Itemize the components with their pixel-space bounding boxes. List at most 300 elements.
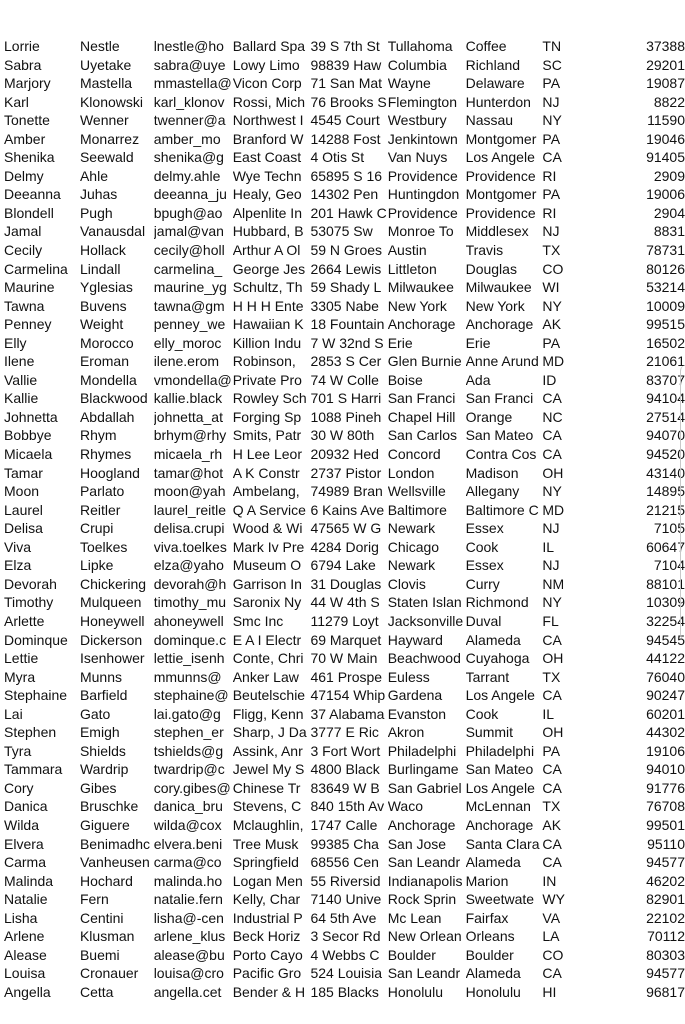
zip-cell[interactable]: 78731	[646, 242, 685, 259]
first-name-cell[interactable]: Lai	[4, 705, 23, 722]
city-cell[interactable]: San Carlos	[387, 427, 457, 444]
address-cell[interactable]: 4545 Court	[310, 112, 380, 129]
first-name-cell[interactable]: Moon	[4, 483, 40, 500]
zip-cell[interactable]: 11590	[647, 112, 685, 129]
address-cell[interactable]: 59 N Groes	[310, 242, 383, 259]
first-name-cell[interactable]: Lisha	[4, 909, 38, 926]
email-cell[interactable]: dominque.c	[153, 631, 227, 648]
address-cell[interactable]: 6794 Lake	[310, 557, 376, 574]
county-cell[interactable]: Curry	[465, 575, 500, 592]
last-name-cell[interactable]: Weight	[79, 316, 124, 333]
city-cell[interactable]: Jenkintown	[387, 130, 458, 147]
email-cell[interactable]: sabra@uye	[153, 56, 226, 73]
company-cell[interactable]: Fligg, Kenn	[232, 705, 304, 722]
city-cell[interactable]: Anchorage	[387, 316, 456, 333]
state-cell[interactable]: NJ	[542, 520, 560, 537]
email-cell[interactable]: carmelina_	[153, 260, 223, 277]
city-cell[interactable]: Baltimore	[387, 501, 447, 518]
county-cell[interactable]: New York	[465, 297, 525, 314]
email-cell[interactable]: devorah@h	[153, 575, 227, 592]
address-cell[interactable]: 74989 Bran	[310, 483, 383, 500]
last-name-cell[interactable]: Giguere	[79, 816, 130, 833]
zip-cell[interactable]: 83707	[646, 371, 685, 388]
county-cell[interactable]: Tarrant	[465, 668, 510, 685]
county-cell[interactable]: Cook	[465, 705, 499, 722]
first-name-cell[interactable]: Delisa	[4, 520, 43, 537]
company-cell[interactable]: Smits, Patr	[232, 427, 302, 444]
email-cell[interactable]: amber_mo	[153, 130, 221, 147]
last-name-cell[interactable]: Lindall	[79, 260, 121, 277]
state-cell[interactable]: NJ	[542, 557, 560, 574]
last-name-cell[interactable]: Honeywell	[79, 612, 145, 629]
first-name-cell[interactable]: Shenika	[4, 149, 55, 166]
last-name-cell[interactable]: Gibes	[79, 779, 117, 796]
city-cell[interactable]: Mc Lean	[387, 909, 442, 926]
first-name-cell[interactable]: Alease	[4, 946, 47, 963]
email-cell[interactable]: tamar@hot	[153, 464, 224, 481]
last-name-cell[interactable]: Yglesias	[79, 279, 133, 296]
first-name-cell[interactable]: Karl	[4, 93, 29, 110]
state-cell[interactable]: MD	[542, 501, 565, 518]
state-cell[interactable]: PA	[542, 186, 561, 203]
state-cell[interactable]: MD	[542, 353, 565, 370]
company-cell[interactable]: Rossi, Mich	[232, 93, 306, 110]
last-name-cell[interactable]: Mastella	[79, 75, 133, 92]
address-cell[interactable]: 30 W 80th	[310, 427, 375, 444]
first-name-cell[interactable]: Malinda	[4, 872, 54, 889]
city-cell[interactable]: Indianapolis	[387, 872, 463, 889]
email-cell[interactable]: elly_moroc	[153, 334, 222, 351]
email-cell[interactable]: angella.cet	[153, 983, 222, 1000]
company-cell[interactable]: Lowy Limo	[232, 56, 300, 73]
first-name-cell[interactable]: Sabra	[4, 56, 42, 73]
zip-cell[interactable]: 29201	[646, 56, 685, 73]
county-cell[interactable]: Cuyahoga	[465, 650, 530, 667]
zip-cell[interactable]: 43140	[646, 464, 685, 481]
state-cell[interactable]: CA	[542, 835, 562, 852]
county-cell[interactable]: Douglas	[465, 260, 517, 277]
last-name-cell[interactable]: Wenner	[79, 112, 129, 129]
state-cell[interactable]: IL	[542, 538, 555, 555]
last-name-cell[interactable]: Cronauer	[79, 965, 139, 982]
first-name-cell[interactable]: Jamal	[4, 223, 42, 240]
first-name-cell[interactable]: Johnetta	[4, 408, 58, 425]
state-cell[interactable]: ID	[542, 371, 557, 388]
address-cell[interactable]: 7140 Unive	[310, 891, 382, 908]
company-cell[interactable]: Chinese Tr	[232, 779, 301, 796]
last-name-cell[interactable]: Shields	[79, 742, 126, 759]
company-cell[interactable]: Beutelschie	[232, 687, 306, 704]
zip-cell[interactable]: 76708	[646, 798, 685, 815]
county-cell[interactable]: Anchorage	[465, 316, 534, 333]
city-cell[interactable]: Waco	[387, 798, 423, 815]
county-cell[interactable]: Orleans	[465, 928, 515, 945]
address-cell[interactable]: 98839 Haw	[310, 56, 382, 73]
first-name-cell[interactable]: Wilda	[4, 816, 40, 833]
state-cell[interactable]: TX	[542, 242, 561, 259]
company-cell[interactable]: A K Constr	[232, 464, 300, 481]
zip-cell[interactable]: 80126	[646, 260, 685, 277]
last-name-cell[interactable]: Fern	[79, 891, 109, 908]
last-name-cell[interactable]: Benimadhc	[79, 835, 150, 852]
city-cell[interactable]: Westbury	[387, 112, 447, 129]
email-cell[interactable]: twenner@a	[153, 112, 226, 129]
state-cell[interactable]: IN	[542, 872, 557, 889]
email-cell[interactable]: lnestle@ho	[153, 38, 224, 54]
city-cell[interactable]: San Gabriel	[387, 779, 462, 796]
city-cell[interactable]: Jacksonville	[387, 612, 464, 629]
county-cell[interactable]: McLennan	[465, 798, 531, 815]
state-cell[interactable]: WI	[542, 279, 560, 296]
county-cell[interactable]: Madison	[465, 464, 519, 481]
last-name-cell[interactable]: Eroman	[79, 353, 129, 370]
first-name-cell[interactable]: Stephaine	[4, 687, 68, 704]
county-cell[interactable]: Essex	[465, 557, 504, 574]
company-cell[interactable]: Private Pro	[232, 371, 302, 388]
first-name-cell[interactable]: Devorah	[4, 575, 57, 592]
email-cell[interactable]: penney_we	[153, 316, 226, 333]
email-cell[interactable]: louisa@cro	[153, 965, 224, 982]
address-cell[interactable]: 3 Secor Rd	[310, 928, 381, 945]
county-cell[interactable]: Middlesex	[465, 223, 529, 240]
address-cell[interactable]: 14288 Fost	[310, 130, 381, 147]
last-name-cell[interactable]: Chickering	[79, 575, 147, 592]
address-cell[interactable]: 65895 S 16	[310, 167, 383, 184]
zip-cell[interactable]: 21061	[646, 353, 685, 370]
company-cell[interactable]: Killion Indu	[232, 334, 302, 351]
address-cell[interactable]: 83649 W B	[310, 779, 380, 796]
zip-cell[interactable]: 19046	[646, 130, 685, 147]
first-name-cell[interactable]: Carmelina	[4, 260, 68, 277]
zip-cell[interactable]: 2909	[653, 167, 685, 184]
city-cell[interactable]: Wayne	[387, 75, 431, 92]
address-cell[interactable]: 4284 Dorig	[310, 538, 379, 555]
address-cell[interactable]: 99385 Cha	[310, 835, 379, 852]
address-cell[interactable]: 4 Otis St	[310, 149, 365, 166]
county-cell[interactable]: Boulder	[465, 946, 514, 963]
address-cell[interactable]: 201 Hawk C	[310, 204, 387, 221]
state-cell[interactable]: CA	[542, 687, 562, 704]
zip-cell[interactable]: 53214	[646, 279, 685, 296]
last-name-cell[interactable]: Mulqueen	[79, 594, 142, 611]
state-cell[interactable]: CA	[542, 854, 562, 871]
zip-cell[interactable]: 96817	[646, 983, 685, 1000]
last-name-cell[interactable]: Nestle	[79, 38, 120, 54]
zip-cell[interactable]: 94545	[646, 631, 685, 648]
email-cell[interactable]: bpugh@ao	[153, 204, 223, 221]
email-cell[interactable]: maurine_yg	[153, 279, 227, 296]
zip-cell[interactable]: 19087	[646, 75, 685, 92]
company-cell[interactable]: Mark Iv Pre	[232, 538, 305, 555]
state-cell[interactable]: NY	[542, 112, 562, 129]
email-cell[interactable]: ilene.erom	[153, 353, 220, 370]
last-name-cell[interactable]: Isenhower	[79, 650, 145, 667]
county-cell[interactable]: Honolulu	[465, 983, 521, 1000]
state-cell[interactable]: CA	[542, 149, 562, 166]
address-cell[interactable]: 3777 E Ric	[310, 724, 379, 741]
company-cell[interactable]: Industrial P	[232, 909, 303, 926]
zip-cell[interactable]: 94070	[646, 427, 685, 444]
city-cell[interactable]: Burlingame	[387, 761, 459, 778]
last-name-cell[interactable]: Gato	[79, 705, 111, 722]
last-name-cell[interactable]: Hoogland	[79, 464, 140, 481]
zip-cell[interactable]: 10009	[646, 297, 685, 314]
county-cell[interactable]: Nassau	[465, 112, 514, 129]
zip-cell[interactable]: 60201	[646, 705, 685, 722]
email-cell[interactable]: mmunns@	[153, 668, 222, 685]
company-cell[interactable]: Rowley Sch	[232, 390, 307, 407]
address-cell[interactable]: 14302 Pen	[310, 186, 379, 203]
city-cell[interactable]: Concord	[387, 446, 441, 463]
last-name-cell[interactable]: Barfield	[79, 687, 128, 704]
email-cell[interactable]: natalie.fern	[153, 891, 223, 908]
company-cell[interactable]: Anker Law	[232, 668, 299, 685]
email-cell[interactable]: moon@yah	[153, 483, 226, 500]
email-cell[interactable]: timothy_mu	[153, 594, 227, 611]
zip-cell[interactable]: 7104	[653, 557, 685, 574]
city-cell[interactable]: Gardena	[387, 687, 443, 704]
county-cell[interactable]: Alameda	[465, 854, 521, 871]
state-cell[interactable]: NY	[542, 297, 562, 314]
address-cell[interactable]: 3 Fort Wort	[310, 742, 381, 759]
zip-cell[interactable]: 94520	[646, 446, 685, 463]
first-name-cell[interactable]: Tyra	[4, 742, 32, 759]
last-name-cell[interactable]: Toelkes	[79, 538, 128, 555]
company-cell[interactable]: E A I Electr	[232, 631, 302, 648]
city-cell[interactable]: Rock Sprin	[387, 891, 457, 908]
company-cell[interactable]: Tree Musk	[232, 835, 299, 852]
last-name-cell[interactable]: Bruschke	[79, 798, 139, 815]
zip-cell[interactable]: 82901	[646, 891, 685, 908]
zip-cell[interactable]: 90247	[646, 687, 685, 704]
first-name-cell[interactable]: Tawna	[4, 297, 45, 314]
zip-cell[interactable]: 19106	[646, 742, 685, 759]
company-cell[interactable]: Q A Service	[232, 501, 306, 518]
address-cell[interactable]: 55 Riversid	[310, 872, 381, 889]
city-cell[interactable]: Newark	[387, 520, 436, 537]
state-cell[interactable]: NC	[542, 408, 563, 425]
state-cell[interactable]: CA	[542, 390, 562, 407]
city-cell[interactable]: Evanston	[387, 705, 447, 722]
first-name-cell[interactable]: Laurel	[4, 501, 43, 518]
city-cell[interactable]: Van Nuys	[387, 149, 448, 166]
zip-cell[interactable]: 94577	[646, 965, 685, 982]
city-cell[interactable]: New York	[387, 297, 447, 314]
email-cell[interactable]: alease@bu	[153, 946, 225, 963]
county-cell[interactable]: Los Angele	[465, 687, 535, 704]
city-cell[interactable]: Flemington	[387, 93, 457, 110]
first-name-cell[interactable]: Carma	[4, 854, 47, 871]
county-cell[interactable]: Milwaukee	[465, 279, 532, 296]
address-cell[interactable]: 47565 W G	[310, 520, 382, 537]
company-cell[interactable]: Schultz, Th	[232, 279, 303, 296]
first-name-cell[interactable]: Elly	[4, 334, 27, 351]
state-cell[interactable]: IL	[542, 705, 555, 722]
county-cell[interactable]: Fairfax	[465, 909, 509, 926]
email-cell[interactable]: cory.gibes@	[153, 779, 231, 796]
email-cell[interactable]: vmondella@	[153, 371, 232, 388]
company-cell[interactable]: Mclaughlin,	[232, 816, 304, 833]
county-cell[interactable]: Anne Arund	[465, 353, 539, 370]
last-name-cell[interactable]: Rhymes	[79, 446, 132, 463]
address-cell[interactable]: 1088 Pineh	[310, 408, 382, 425]
email-cell[interactable]: elvera.beni	[153, 835, 223, 852]
county-cell[interactable]: Cook	[465, 538, 499, 555]
first-name-cell[interactable]: Marjory	[4, 75, 51, 92]
last-name-cell[interactable]: Munns	[79, 668, 122, 685]
last-name-cell[interactable]: Seewald	[79, 149, 134, 166]
county-cell[interactable]: Richland	[465, 56, 521, 73]
address-cell[interactable]: 18 Fountain	[310, 316, 385, 333]
address-cell[interactable]: 70 W Main	[310, 650, 378, 667]
address-cell[interactable]: 71 San Mat	[310, 75, 383, 92]
address-cell[interactable]: 20932 Hed	[310, 446, 379, 463]
last-name-cell[interactable]: Mondella	[79, 371, 137, 388]
address-cell[interactable]: 461 Prospe	[310, 668, 383, 685]
last-name-cell[interactable]: Wardrip	[79, 761, 129, 778]
company-cell[interactable]: Beck Horiz	[232, 928, 301, 945]
company-cell[interactable]: Arthur A Ol	[232, 242, 301, 259]
state-cell[interactable]: NJ	[542, 93, 560, 110]
state-cell[interactable]: OH	[542, 724, 564, 741]
email-cell[interactable]: twardrip@c	[153, 761, 225, 778]
county-cell[interactable]: Duval	[465, 612, 502, 629]
state-cell[interactable]: PA	[542, 334, 561, 351]
address-cell[interactable]: 31 Douglas	[310, 575, 382, 592]
zip-cell[interactable]: 10309	[646, 594, 685, 611]
city-cell[interactable]: Littleton	[387, 260, 437, 277]
county-cell[interactable]: San Mateo	[465, 761, 534, 778]
state-cell[interactable]: FL	[542, 612, 559, 629]
last-name-cell[interactable]: Dickerson	[79, 631, 143, 648]
first-name-cell[interactable]: Dominque	[4, 631, 68, 648]
state-cell[interactable]: OH	[542, 464, 564, 481]
email-cell[interactable]: brhym@rhy	[153, 427, 227, 444]
city-cell[interactable]: Chapel Hill	[387, 408, 456, 425]
first-name-cell[interactable]: Blondell	[4, 204, 54, 221]
zip-cell[interactable]: 22102	[646, 909, 685, 926]
county-cell[interactable]: Erie	[465, 334, 491, 351]
state-cell[interactable]: NJ	[542, 223, 560, 240]
county-cell[interactable]: Sweetwate	[465, 891, 535, 908]
zip-cell[interactable]: 99501	[646, 816, 685, 833]
company-cell[interactable]: Branford W	[232, 130, 304, 147]
email-cell[interactable]: micaela_rh	[153, 446, 223, 463]
first-name-cell[interactable]: Bobbye	[4, 427, 52, 444]
company-cell[interactable]: Bender & H	[232, 983, 306, 1000]
first-name-cell[interactable]: Lettie	[4, 650, 39, 667]
state-cell[interactable]: NY	[542, 594, 562, 611]
first-name-cell[interactable]: Elvera	[4, 835, 44, 852]
first-name-cell[interactable]: Micaela	[4, 446, 53, 463]
state-cell[interactable]: RI	[542, 167, 557, 184]
last-name-cell[interactable]: Buvens	[79, 297, 127, 314]
last-name-cell[interactable]: Buemi	[79, 946, 120, 963]
email-cell[interactable]: shenika@g	[153, 149, 224, 166]
city-cell[interactable]: Wellsville	[387, 483, 446, 500]
company-cell[interactable]: Ambelang,	[232, 483, 300, 500]
state-cell[interactable]: PA	[542, 75, 561, 92]
county-cell[interactable]: San Franci	[465, 390, 534, 407]
company-cell[interactable]: Saronix Ny	[232, 594, 302, 611]
address-cell[interactable]: 37 Alabama	[310, 705, 385, 722]
company-cell[interactable]: Smc Inc	[232, 612, 284, 629]
county-cell[interactable]: Alameda	[465, 965, 521, 982]
address-cell[interactable]: 2737 Pistor	[310, 464, 382, 481]
company-cell[interactable]: H Lee Leor	[232, 446, 302, 463]
county-cell[interactable]: Coffee	[465, 38, 507, 54]
zip-cell[interactable]: 70112	[647, 928, 685, 945]
city-cell[interactable]: Monroe To	[387, 223, 454, 240]
first-name-cell[interactable]: Angella	[4, 983, 51, 1000]
address-cell[interactable]: 6 Kains Ave	[310, 501, 385, 518]
address-cell[interactable]: 7 W 32nd S	[310, 334, 384, 351]
state-cell[interactable]: CO	[542, 260, 564, 277]
last-name-cell[interactable]: Pugh	[79, 204, 113, 221]
first-name-cell[interactable]: Penney	[4, 316, 52, 333]
zip-cell[interactable]: 8822	[653, 93, 685, 110]
company-cell[interactable]: Logan Men	[232, 872, 303, 889]
state-cell[interactable]: SC	[542, 56, 562, 73]
first-name-cell[interactable]: Kallie	[4, 390, 39, 407]
zip-cell[interactable]: 91405	[646, 149, 685, 166]
company-cell[interactable]: Porto Cayo	[232, 946, 303, 963]
zip-cell[interactable]: 7105	[653, 520, 685, 537]
company-cell[interactable]: Robinson,	[232, 353, 296, 370]
email-cell[interactable]: delmy.ahle	[153, 167, 221, 184]
state-cell[interactable]: TX	[542, 668, 561, 685]
email-cell[interactable]: jamal@van	[153, 223, 224, 240]
city-cell[interactable]: Providence	[387, 167, 458, 184]
address-cell[interactable]: 524 Louisia	[310, 965, 383, 982]
company-cell[interactable]: Garrison In	[232, 575, 302, 592]
state-cell[interactable]: TX	[542, 798, 561, 815]
last-name-cell[interactable]: Morocco	[79, 334, 134, 351]
zip-cell[interactable]: 44302	[646, 724, 685, 741]
email-cell[interactable]: delisa.crupi	[153, 520, 225, 537]
city-cell[interactable]: Clovis	[387, 575, 426, 592]
address-cell[interactable]: 47154 Whip	[310, 687, 386, 704]
county-cell[interactable]: Travis	[465, 242, 504, 259]
city-cell[interactable]: Huntingdon	[387, 186, 460, 203]
zip-cell[interactable]: 91776	[646, 779, 685, 796]
county-cell[interactable]: Allegany	[465, 483, 520, 500]
first-name-cell[interactable]: Louisa	[4, 965, 46, 982]
zip-cell[interactable]: 21215	[646, 501, 685, 518]
zip-cell[interactable]: 99515	[646, 316, 685, 333]
zip-cell[interactable]: 8831	[653, 223, 685, 240]
address-cell[interactable]: 76 Brooks S	[310, 93, 387, 110]
zip-cell[interactable]: 88101	[646, 575, 685, 592]
email-cell[interactable]: stephaine@	[153, 687, 229, 704]
state-cell[interactable]: HI	[542, 983, 557, 1000]
zip-cell[interactable]: 37388	[646, 38, 685, 54]
city-cell[interactable]: Philadelphi	[387, 742, 457, 759]
state-cell[interactable]: CA	[542, 427, 562, 444]
last-name-cell[interactable]: Reitler	[79, 501, 121, 518]
last-name-cell[interactable]: Klonowski	[79, 93, 143, 110]
company-cell[interactable]: Hawaiian K	[232, 316, 304, 333]
first-name-cell[interactable]: Lorrie	[4, 38, 40, 54]
city-cell[interactable]: San Jose	[387, 835, 447, 852]
email-cell[interactable]: deeanna_ju	[153, 186, 227, 203]
last-name-cell[interactable]: Vanausdal	[79, 223, 146, 240]
first-name-cell[interactable]: Vallie	[4, 371, 38, 388]
email-cell[interactable]: lisha@-cen	[153, 909, 224, 926]
county-cell[interactable]: Alameda	[465, 631, 521, 648]
last-name-cell[interactable]: Ahle	[79, 167, 108, 184]
city-cell[interactable]: San Franci	[387, 390, 456, 407]
